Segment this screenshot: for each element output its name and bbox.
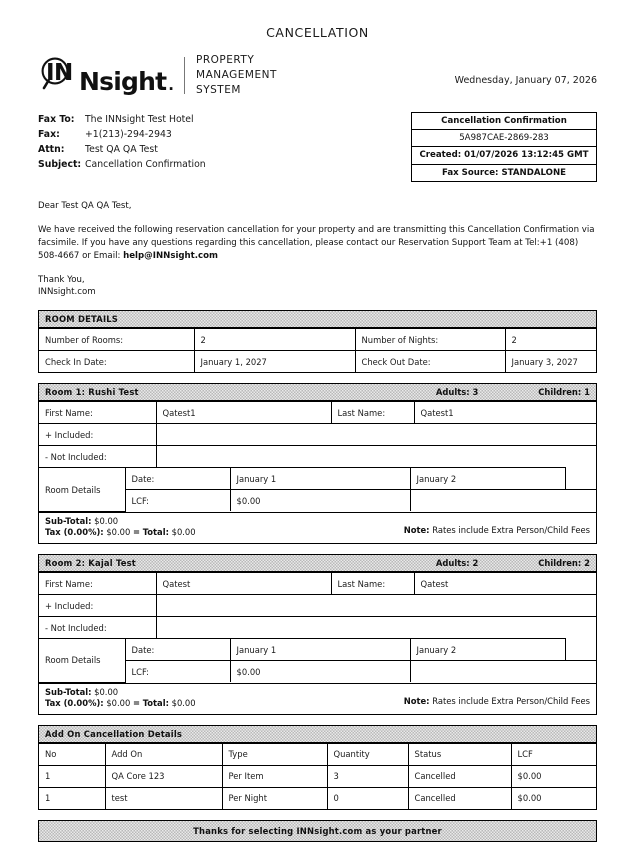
- confirmation-heading: Cancellation Confirmation: [412, 113, 596, 130]
- addon-row-2-no: 1: [39, 787, 105, 809]
- room-1-note-text: Rates include Extra Person/Child Fees: [432, 524, 590, 535]
- room-1-tax-line: [45, 527, 196, 539]
- room-1-subtotal-label: Sub-Total:: [45, 515, 92, 526]
- room-2-totals-left: [45, 687, 196, 710]
- room-1-rate-table: [39, 467, 596, 512]
- table-row: [39, 573, 596, 595]
- room-2-first-name-label: First Name:: [39, 573, 156, 595]
- check-out-date-label: Check Out Date:: [355, 351, 505, 373]
- logo-tagline-line3: SYSTEM: [196, 83, 241, 96]
- confirmation-fax-source: Fax Source: STANDALONE: [441, 167, 567, 178]
- addon-col-lcf: LCF: [511, 743, 596, 765]
- addon-row-2-status: Cancelled: [408, 787, 511, 809]
- room-1-total-eq: =: [133, 527, 141, 538]
- room-1-included-label: + Included:: [39, 424, 156, 446]
- meta-row: [38, 112, 597, 182]
- addon-col-type: Type: [222, 743, 327, 765]
- letter-body: [38, 200, 597, 299]
- addon-heading-label: Add On Cancellation Details: [45, 728, 183, 739]
- letter-closing-1: Thank You,: [38, 274, 85, 285]
- table-row: [39, 595, 596, 617]
- room-1-room-details-label: Room Details: [39, 468, 125, 512]
- room-1-tax-value: $0.00: [106, 527, 131, 538]
- addon-row-2-lcf: $0.00: [511, 787, 596, 809]
- room-2-tax-value: $0.00: [106, 698, 131, 709]
- table-row: [39, 765, 596, 787]
- logo-wordmark: [38, 57, 173, 94]
- room-2-children: Children: 2: [538, 558, 590, 568]
- fax-label: Fax:: [38, 128, 60, 140]
- attn-row: [38, 142, 206, 157]
- room-2-last-name-value: Qatest: [414, 573, 596, 595]
- room-2-first-name-value: Qatest: [156, 573, 331, 595]
- room-1-not-included-label: - Not Included:: [39, 446, 156, 468]
- addon-row-1-status: Cancelled: [408, 765, 511, 787]
- room-details-heading-label: ROOM DETAILS: [45, 314, 119, 325]
- room-2-room-details-label: Room Details: [39, 639, 125, 683]
- room-1-title: Room 1: Rushi Test: [45, 387, 139, 398]
- room-2-note-text: Rates include Extra Person/Child Fees: [432, 695, 590, 706]
- room-2-included-label: + Included:: [39, 595, 156, 617]
- addon-row-1-lcf: $0.00: [511, 765, 596, 787]
- fax-number-row: [38, 127, 206, 142]
- room-2-subtotal-line: [45, 687, 196, 699]
- room-1-section: [38, 383, 597, 544]
- room-1-total-label: Total:: [142, 527, 169, 538]
- page-title: CANCELLATION: [266, 25, 369, 40]
- logo-dot: .: [168, 75, 174, 94]
- addon-heading: [39, 726, 596, 743]
- table-row: [39, 446, 596, 468]
- table-row: [39, 424, 596, 446]
- fax-to-value: The INNsight Test Hotel: [85, 113, 194, 125]
- addon-col-quantity: Quantity: [327, 743, 408, 765]
- room-details-table: [39, 328, 596, 372]
- room-1-note: [404, 516, 590, 537]
- addon-cancellation-section: [38, 725, 597, 810]
- cancellation-confirmation-box: [411, 112, 597, 182]
- room-2-heading: [39, 555, 596, 572]
- confirmation-code: 5A987CAE-2869-283: [412, 130, 596, 147]
- room-1-lcf-label: LCF:: [125, 490, 230, 512]
- subject-row: [38, 157, 206, 172]
- room-2-note: [404, 687, 590, 708]
- addon-row-1-quantity: 3: [327, 765, 408, 787]
- room-2-lcf-label: LCF:: [125, 661, 230, 683]
- room-1-date-1: January 1: [230, 468, 410, 490]
- subject-value: Cancellation Confirmation: [85, 158, 206, 170]
- table-row: [39, 787, 596, 809]
- room-1-tax-label: Tax (0.00%):: [45, 527, 104, 538]
- addon-row-1-addon: QA Core 123: [105, 765, 222, 787]
- room-2-guest-table: [39, 572, 596, 638]
- confirmation-created: Created: 01/07/2026 13:12:45 GMT: [412, 147, 596, 164]
- letter-closing-2: INNsight.com: [38, 287, 96, 298]
- room-1-first-name-value: Qatest1: [156, 402, 331, 424]
- room-2-tax-line: [45, 698, 196, 710]
- subject-label: Subject:: [38, 158, 82, 170]
- room-1-subtotal-line: [45, 516, 196, 528]
- table-row: [39, 329, 596, 351]
- room-2-date-2: January 2: [410, 639, 565, 661]
- room-details-heading: [39, 311, 596, 328]
- room-1-note-label: Note:: [403, 524, 430, 535]
- innsight-logo: [38, 53, 277, 98]
- room-2-subtotal-label: Sub-Total:: [45, 686, 92, 697]
- fax-to-row: [38, 112, 206, 127]
- room-2-note-label: Note:: [403, 695, 430, 706]
- check-in-date-value: January 1, 2027: [194, 351, 355, 373]
- addon-col-addon: Add On: [105, 743, 222, 765]
- room-1-last-name-value: Qatest1: [414, 402, 596, 424]
- room-1-guest-table: [39, 401, 596, 467]
- room-2-not-included-label: - Not Included:: [39, 617, 156, 639]
- magnifier-icon: [38, 57, 81, 90]
- number-of-rooms-label: Number of Rooms:: [39, 329, 194, 351]
- addon-row-2-addon: test: [105, 787, 222, 809]
- number-of-nights-value: 2: [505, 329, 596, 351]
- room-1-date-label: Date:: [125, 468, 230, 490]
- number-of-rooms-value: 2: [194, 329, 355, 351]
- letter-paragraph-text: We have received the following reservation cancellation for your property and are transmitting this Cancellation Confirmation via facsimile. If you have any questions regarding this cancellation, please contact our Reservation Support Team at Tel:+1 (408) 508-4667 or Email:: [38, 224, 595, 261]
- room-1-first-name-label: First Name:: [39, 402, 156, 424]
- room-1-date-2: January 2: [410, 468, 565, 490]
- masthead: [38, 53, 597, 98]
- check-out-date-value: January 3, 2027: [505, 351, 596, 373]
- fax-meta: [38, 112, 206, 172]
- logo-in-letters: IN: [46, 59, 73, 86]
- room-2-rate-table: [39, 638, 596, 683]
- room-1-subtotal-value: $0.00: [94, 515, 119, 526]
- footer-thanks-banner: Thanks for selecting INNsight.com as your partner: [38, 820, 597, 842]
- addon-row-1-type: Per Item: [222, 765, 327, 787]
- addon-col-status: Status: [408, 743, 511, 765]
- room-2-subtotal-value: $0.00: [94, 686, 119, 697]
- room-2-lcf-2: [410, 661, 596, 683]
- letter-salutation: Dear Test QA QA Test,: [38, 200, 132, 211]
- logo-tagline: [196, 53, 277, 98]
- room-2-total-eq: =: [133, 698, 141, 709]
- addon-row-2-type: Per Night: [222, 787, 327, 809]
- room-1-totals-left: [45, 516, 196, 539]
- room-1-totals: [39, 512, 596, 543]
- addon-table: [39, 743, 596, 809]
- room-1-total-value: $0.00: [171, 527, 196, 538]
- room-1-adults: Adults: 3: [435, 387, 479, 398]
- room-2-date-label: Date:: [125, 639, 230, 661]
- attn-value: Test QA QA Test: [85, 143, 158, 155]
- table-row: [39, 468, 596, 490]
- room-2-not-included-value: [156, 617, 596, 639]
- room-2-lcf-1: $0.00: [230, 661, 410, 683]
- room-1-included-value: [156, 424, 596, 446]
- room-1-heading: [39, 384, 596, 401]
- attn-label: Attn:: [38, 143, 65, 155]
- room-1-children: Children: 1: [538, 387, 590, 398]
- room-2-date-1: January 1: [230, 639, 410, 661]
- room-2-total-value: $0.00: [171, 698, 196, 709]
- letter-paragraph: [38, 224, 597, 263]
- room-2-tax-label: Tax (0.00%):: [45, 698, 104, 709]
- table-header-row: [39, 743, 596, 765]
- letter-support-email: help@INNsight.com: [123, 250, 218, 261]
- logo-tagline-line1: PROPERTY: [196, 54, 255, 66]
- table-row: [39, 639, 596, 661]
- room-1-date-spacer: [565, 468, 596, 490]
- room-2-section: [38, 554, 597, 715]
- room-1-last-name-label: Last Name:: [331, 402, 414, 424]
- logo-tagline-line2: MANAGEMENT: [196, 68, 277, 81]
- room-1-not-included-value: [156, 446, 596, 468]
- table-row: [39, 351, 596, 373]
- room-2-included-value: [156, 595, 596, 617]
- room-2-total-label: Total:: [142, 698, 169, 709]
- room-2-last-name-label: Last Name:: [331, 573, 414, 595]
- addon-row-1-no: 1: [39, 765, 105, 787]
- fax-value: +1(213)-294-2943: [85, 128, 172, 140]
- room-2-totals: [39, 683, 596, 714]
- room-1-lcf-1: $0.00: [230, 490, 410, 512]
- check-in-date-label: Check In Date:: [39, 351, 194, 373]
- room-1-lcf-2: [410, 490, 596, 512]
- number-of-nights-label: Number of Nights:: [355, 329, 505, 351]
- room-details-section: [38, 310, 597, 373]
- addon-row-2-quantity: 0: [327, 787, 408, 809]
- room-2-date-spacer: [565, 639, 596, 661]
- logo-nsight-text: Nsight: [79, 66, 167, 96]
- table-row: [39, 617, 596, 639]
- table-row: [39, 402, 596, 424]
- room-2-title: Room 2: Kajal Test: [45, 558, 137, 568]
- logo-divider: [184, 57, 185, 94]
- document-date: Wednesday, January 07, 2026: [454, 75, 597, 86]
- room-2-adults: Adults: 2: [435, 558, 479, 568]
- addon-col-no: No: [39, 743, 105, 765]
- fax-to-label: Fax To:: [38, 113, 75, 125]
